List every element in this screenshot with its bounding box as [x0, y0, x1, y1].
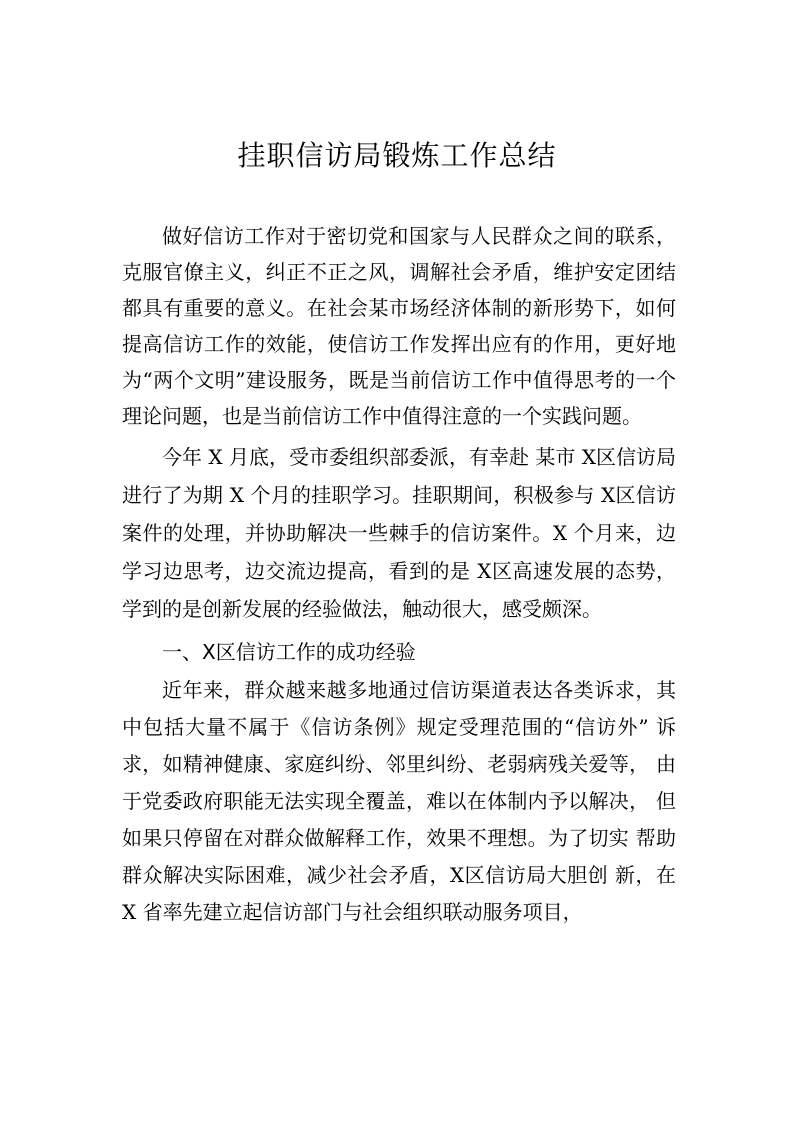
document-title: 挂职信访局锻炼工作总结 [237, 139, 557, 172]
section-paragraph: 近年来，群众越来越多地通过信访渠道表达各类诉求，其中包括大量不属于《信访条例》规定受理范围的“信访外” 诉求，如精神健康、家庭纠纷、邻里纠纷、老弱病残关爱等， 由于党委政府职能无法实现全覆盖，难以在体制内予以解决， 但如果只停留在对群众做解释工作，效果不理想。为了切实 帮助群众解决实际困难，减少社会矛盾，X区信访局大胆创 新，在 X 省率先建立起信访部门与社会组织联动服务项目， [122, 678, 676, 924]
section-heading: 一、X区信访工作的成功经验 [162, 640, 416, 664]
assignment-paragraph: 今年 X 月底，受市委组织部委派，有幸赴 某市 X区信访局进行了为期 X 个月的挂职学习。挂职期间，积极参与 X区信访案件的处理，并协助解决一些棘手的信访案件。X 个月来，边学习边思考，边交流边提高，看到的是 X区高速发展的态势，学到的是创新发展的经验做法，触动很大，感受颇深。 [122, 445, 676, 621]
document-body [122, 218, 676, 931]
intro-paragraph: 做好信访工作对于密切党和国家与人民群众之间的联系，克服官僚主义，纠正不正之风，调解社会矛盾，维护安定团结都具有重要的意义。在社会某市场经济体制的新形势下，如何提高信访工作的效能，使信访工作发挥出应有的作用，更好地为“两个文明”建设服务，既是当前信访工作中值得思考的一个理论问题，也是当前信访工作中值得注意的一个实践问题。 [122, 224, 676, 428]
